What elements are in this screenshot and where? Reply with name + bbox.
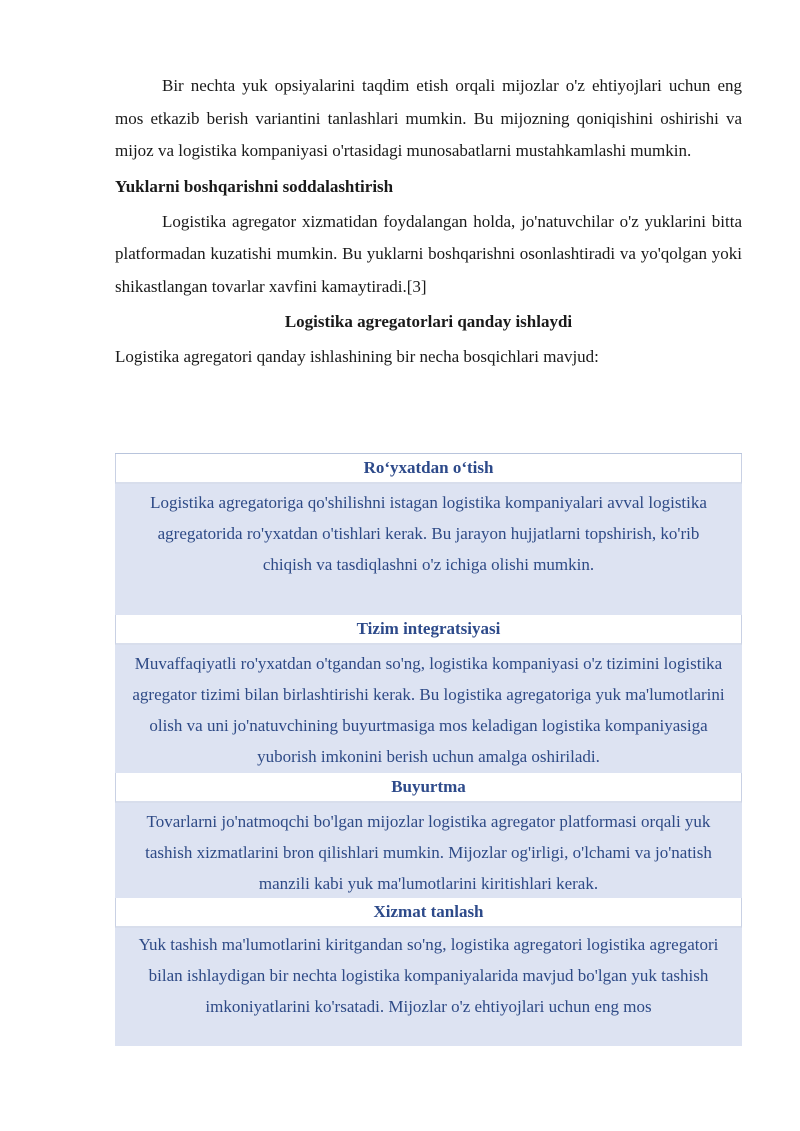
section-heading: Yuklarni boshqarishni soddalashtirish [115,176,394,196]
table-row-body: Tovarlarni jo'natmoqchi bo'lgan mijozlar logistika agregator platformasi orqali yuk tashish xizmatlarini bron qilishlari mumkin. Mijozlar og'irligi, o'lchami va jo'natish manzili kabi yuk ma'lumotlarini kiritishlari kerak. [115,803,742,898]
lead-text: Logistika agregatori qanday ishlashining bir necha bosqichlari mavjud: [115,347,599,366]
table-row-title: Ro‘yxatdan o‘tish [115,454,742,484]
table-row-title: Tizim integratsiyasi [115,615,742,645]
table-row-body: Logistika agregatoriga qo'shilishni istagan logistika kompaniyalari avval logistika agregatorida ro'yxatdan o'tishlari kerak. Bu jarayon hujjatlarni topshirish, ko'rib chiqish va tasdiqlashni o'z ichiga olishi mumkin. [115,484,742,615]
intro-paragraph: Bir nechta yuk opsiyalarini taqdim etish orqali mijozlar o'z ehtiyojlari uchun eng mos etkazib berish variantini tanlashlari mumkin. Bu mijozning qoniqishini oshirishi va mijoz va logistika kompaniyasi o'rtasidagi munosabatlarni mustahkamlashi mumkin. [115,76,742,160]
table-row-body: Yuk tashish ma'lumotlarini kiritgandan so'ng, logistika agregatori logistika agregatori bilan ishlaydigan bir nechta logistika kompaniyalarida mavjud bo'lgan yuk tashish imkoniyatlarini ko'rsatadi. Mijozlar o'z ehtiyojlari uchun eng mos [115,928,742,1046]
table-row-title: Buyurtma [115,773,742,803]
steps-table [115,453,742,1046]
center-heading: Logistika agregatorlari qanday ishlaydi [284,312,573,331]
section-paragraph: Logistika agregator xizmatidan foydalangan holda, jo'natuvchilar o'z yuklarini bitta platformadan kuzatishi mumkin. Bu yuklarni boshqarishni osonlashtiradi va yo'qolgan yoki shikastlangan tovarlar xavfini kamaytiradi.[3] [115,211,742,296]
document-page [115,70,742,373]
table-row-title: Xizmat tanlash [115,898,742,928]
table-row-body: Muvaffaqiyatli ro'yxatdan o'tgandan so'ng, logistika kompaniyasi o'z tizimini logistika agregator tizimi bilan birlashtirishi kerak. Bu logistika agregatoriga yuk ma'lumotlarini olish va uni jo'natuvchining buyurtmasiga mos keladigan logistika kompaniyasiga yuborish imkonini berish uchun amalga oshiriladi. [115,645,742,773]
